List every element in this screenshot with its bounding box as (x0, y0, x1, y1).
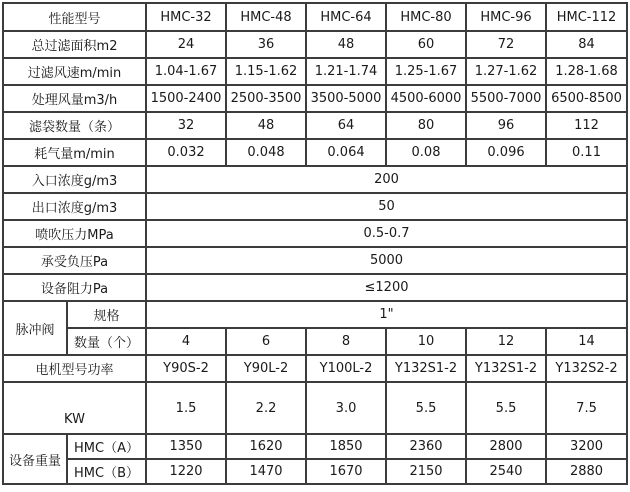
value-cell: 14 (546, 328, 627, 355)
table-row (3, 274, 627, 301)
table-row (3, 459, 627, 484)
table-row (3, 3, 627, 31)
value-cell: Y132S2-2 (546, 355, 627, 382)
model-header-cell: HMC-64 (306, 3, 386, 31)
value-cell: 4 (146, 328, 226, 355)
table-row (3, 328, 627, 355)
value-cell: 7.5 (546, 382, 627, 434)
row-label: 总过滤面积m2 (3, 31, 146, 58)
value-cell: Y100L-2 (306, 355, 386, 382)
value-cell: 2880 (546, 459, 627, 484)
value-cell: 0.048 (226, 139, 306, 166)
span-value-cell: 50 (146, 193, 627, 220)
table-row (3, 355, 627, 382)
row-label: 过滤风速m/min (3, 58, 146, 85)
spec-table (2, 2, 628, 485)
value-cell: 2500-3500 (226, 85, 306, 112)
model-header-cell: HMC-96 (466, 3, 546, 31)
header-label-cell: 性能型号 (3, 3, 146, 31)
table-row (3, 58, 627, 85)
value-cell: 12 (466, 328, 546, 355)
value-cell: 1850 (306, 434, 386, 459)
table-row (3, 382, 627, 434)
value-cell: 36 (226, 31, 306, 58)
value-cell: 1.15-1.62 (226, 58, 306, 85)
row-label: 喷吹压力MPa (3, 220, 146, 247)
value-cell: 1470 (226, 459, 306, 484)
value-cell: 1.04-1.67 (146, 58, 226, 85)
value-cell: 4500-6000 (386, 85, 466, 112)
row-label: KW (3, 382, 146, 434)
value-cell: 80 (386, 112, 466, 139)
table-row (3, 85, 627, 112)
row-label: 出口浓度g/m3 (3, 193, 146, 220)
value-cell: 0.032 (146, 139, 226, 166)
value-cell: 0.08 (386, 139, 466, 166)
span-value-cell: 5000 (146, 247, 627, 274)
row-label: 滤袋数量（条） (3, 112, 146, 139)
table-row (3, 31, 627, 58)
table-row (3, 247, 627, 274)
value-cell: 5.5 (466, 382, 546, 434)
row-label: 入口浓度g/m3 (3, 166, 146, 193)
model-header-cell: HMC-48 (226, 3, 306, 31)
value-cell: Y132S1-2 (466, 355, 546, 382)
group-label-equipment-weight: 设备重量 (3, 434, 67, 484)
value-cell: Y90L-2 (226, 355, 306, 382)
span-value-cell: 0.5-0.7 (146, 220, 627, 247)
sub-row-label: 规格 (67, 301, 146, 328)
value-cell: 6500-8500 (546, 85, 627, 112)
row-label: 处理风量m3/h (3, 85, 146, 112)
value-cell: 2.2 (226, 382, 306, 434)
table-row (3, 166, 627, 193)
value-cell: 5500-7000 (466, 85, 546, 112)
table-row (3, 112, 627, 139)
value-cell: 3500-5000 (306, 85, 386, 112)
row-label: 承受负压Pa (3, 247, 146, 274)
value-cell: 112 (546, 112, 627, 139)
value-cell: 0.11 (546, 139, 627, 166)
value-cell: 60 (386, 31, 466, 58)
value-cell: 48 (226, 112, 306, 139)
sub-row-label: HMC（A） (67, 434, 146, 459)
table-row (3, 301, 627, 328)
value-cell: 1620 (226, 434, 306, 459)
value-cell: 3.0 (306, 382, 386, 434)
value-cell: 24 (146, 31, 226, 58)
value-cell: 1.28-1.68 (546, 58, 627, 85)
table-row (3, 220, 627, 247)
value-cell: 1.21-1.74 (306, 58, 386, 85)
value-cell: 2540 (466, 459, 546, 484)
model-header-cell: HMC-80 (386, 3, 466, 31)
value-cell: 32 (146, 112, 226, 139)
table-row (3, 434, 627, 459)
value-cell: 1350 (146, 434, 226, 459)
value-cell: 2150 (386, 459, 466, 484)
sub-row-label: HMC（B） (67, 459, 146, 484)
value-cell: 0.096 (466, 139, 546, 166)
value-cell: 84 (546, 31, 627, 58)
value-cell: Y90S-2 (146, 355, 226, 382)
value-cell: 1670 (306, 459, 386, 484)
table-row (3, 139, 627, 166)
span-value-cell: ≤1200 (146, 274, 627, 301)
value-cell: 1.27-1.62 (466, 58, 546, 85)
row-label: 设备阻力Pa (3, 274, 146, 301)
row-label: 电机型号功率 (3, 355, 146, 382)
value-cell: 10 (386, 328, 466, 355)
model-header-cell: HMC-32 (146, 3, 226, 31)
value-cell: 3200 (546, 434, 627, 459)
sub-row-label: 数量（个） (67, 328, 146, 355)
value-cell: 8 (306, 328, 386, 355)
table-row (3, 193, 627, 220)
value-cell: 48 (306, 31, 386, 58)
span-value-cell: 200 (146, 166, 627, 193)
value-cell: 1500-2400 (146, 85, 226, 112)
model-header-cell: HMC-112 (546, 3, 627, 31)
value-cell: 72 (466, 31, 546, 58)
span-value-cell: 1" (146, 301, 627, 328)
value-cell: 2360 (386, 434, 466, 459)
value-cell: 96 (466, 112, 546, 139)
group-label-pulse-valve: 脉冲阀 (3, 301, 67, 355)
value-cell: 64 (306, 112, 386, 139)
value-cell: Y132S1-2 (386, 355, 466, 382)
value-cell: 6 (226, 328, 306, 355)
value-cell: 1220 (146, 459, 226, 484)
value-cell: 1.5 (146, 382, 226, 434)
value-cell: 2800 (466, 434, 546, 459)
row-label: 耗气量m/min (3, 139, 146, 166)
value-cell: 5.5 (386, 382, 466, 434)
value-cell: 1.25-1.67 (386, 58, 466, 85)
value-cell: 0.064 (306, 139, 386, 166)
